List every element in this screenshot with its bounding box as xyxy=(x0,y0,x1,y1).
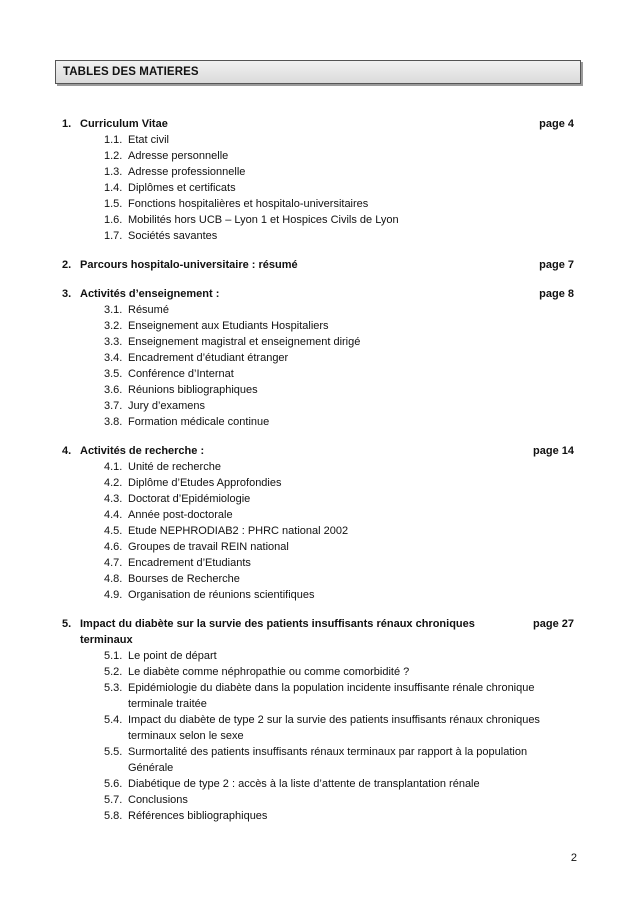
subitem-title: Groupes de travail REIN national xyxy=(128,541,289,553)
toc-subitem xyxy=(62,776,574,792)
subitem-number: 4.5. xyxy=(104,525,123,537)
section-number: 4. xyxy=(62,445,72,457)
subitem-title: Adresse personnelle xyxy=(128,150,229,162)
toc-subitem xyxy=(62,664,574,680)
subitem-title: Enseignement aux Etudiants Hospitaliers xyxy=(128,320,329,332)
table-of-contents xyxy=(62,116,574,824)
subitem-title: Diabétique de type 2 : accès à la liste d’attente de transplantation rénale xyxy=(128,778,480,790)
subitem-title: Conclusions xyxy=(128,794,188,806)
subitem-number: 5.6. xyxy=(104,778,123,790)
toc-subitem xyxy=(62,180,574,196)
subitem-title: Adresse professionnelle xyxy=(128,166,246,178)
subitem-title: Année post-doctorale xyxy=(128,509,233,521)
subitem-title: Diplôme d’Etudes Approfondies xyxy=(128,477,282,489)
section-page-ref: page 8 xyxy=(539,288,574,300)
subitem-number: 4.6. xyxy=(104,541,123,553)
subitem-number: 4.2. xyxy=(104,477,123,489)
subitem-title: Epidémiologie du diabète dans la population incidente insuffisante rénale chronique terminale traitée xyxy=(128,682,535,710)
toc-subitem xyxy=(62,744,574,776)
toc-section xyxy=(62,286,574,430)
toc-section xyxy=(62,616,574,824)
toc-subitem xyxy=(62,680,574,712)
toc-subitem xyxy=(62,334,574,350)
toc-subitem xyxy=(62,507,574,523)
subitem-title: Réunions bibliographiques xyxy=(128,384,258,396)
section-title: Parcours hospitalo-universitaire : résumé xyxy=(80,259,298,271)
toc-subitem xyxy=(62,366,574,382)
toc-subitem xyxy=(62,164,574,180)
subitem-title: Etude NEPHRODIAB2 : PHRC national 2002 xyxy=(128,525,349,537)
subitem-number: 1.1. xyxy=(104,134,123,146)
subitem-title: Jury d’examens xyxy=(128,400,206,412)
toc-subitem xyxy=(62,398,574,414)
subitem-title: Résumé xyxy=(128,304,169,316)
subitem-title: Conférence d’Internat xyxy=(128,368,234,380)
section-title: Activités de recherche : xyxy=(80,445,205,457)
toc-section-heading xyxy=(62,286,574,302)
toc-section xyxy=(62,443,574,603)
toc-subitem xyxy=(62,712,574,744)
page-number: 2 xyxy=(570,852,577,864)
toc-subitem xyxy=(62,523,574,539)
subitem-number: 3.1. xyxy=(104,304,123,316)
subitem-title: Le diabète comme néphropathie ou comme comorbidité ? xyxy=(128,666,410,678)
section-number: 3. xyxy=(62,288,72,300)
toc-subitem xyxy=(62,587,574,603)
toc-subitem xyxy=(62,555,574,571)
toc-subitem xyxy=(62,571,574,587)
subitem-title: Impact du diabète de type 2 sur la survie des patients insuffisants rénaux chroniques terminaux selon le sexe xyxy=(128,714,540,742)
section-page-ref: page 4 xyxy=(539,118,574,130)
subitem-number: 4.8. xyxy=(104,573,123,585)
subitem-title: Doctorat d’Epidémiologie xyxy=(128,493,251,505)
toc-subitem xyxy=(62,792,574,808)
subitem-number: 4.9. xyxy=(104,589,123,601)
toc-title-box xyxy=(55,60,581,84)
toc-subitem xyxy=(62,382,574,398)
subitem-number: 3.4. xyxy=(104,352,123,364)
subitem-number: 4.4. xyxy=(104,509,123,521)
subitem-number: 1.2. xyxy=(104,150,123,162)
toc-section-heading xyxy=(62,616,574,648)
subitem-number: 5.8. xyxy=(104,810,123,822)
section-number: 5. xyxy=(62,618,72,630)
toc-subitem xyxy=(62,302,574,318)
toc-subitem xyxy=(62,212,574,228)
subitem-number: 3.6. xyxy=(104,384,123,396)
toc-subitem xyxy=(62,196,574,212)
toc-subitem xyxy=(62,475,574,491)
subitem-number: 4.1. xyxy=(104,461,123,473)
toc-subitem xyxy=(62,539,574,555)
subitem-number: 4.3. xyxy=(104,493,123,505)
toc-subitem xyxy=(62,491,574,507)
toc-section-heading xyxy=(62,257,574,273)
subitem-title: Encadrement d’étudiant étranger xyxy=(128,352,289,364)
subitem-number: 3.5. xyxy=(104,368,123,380)
subitem-title: Fonctions hospitalières et hospitalo-universitaires xyxy=(128,198,369,210)
toc-subitem xyxy=(62,414,574,430)
section-page-ref: page 27 xyxy=(533,618,574,630)
subitem-number: 3.8. xyxy=(104,416,123,428)
subitem-number: 1.5. xyxy=(104,198,123,210)
section-title: Activités d’enseignement : xyxy=(80,288,220,300)
subitem-number: 5.1. xyxy=(104,650,123,662)
subitem-number: 5.2. xyxy=(104,666,123,678)
subitem-title: Bourses de Recherche xyxy=(128,573,240,585)
section-number: 1. xyxy=(62,118,72,130)
toc-subitem xyxy=(62,318,574,334)
toc-section-heading xyxy=(62,443,574,459)
subitem-title: Le point de départ xyxy=(128,650,217,662)
subitem-number: 5.3. xyxy=(104,682,123,694)
toc-subitem xyxy=(62,808,574,824)
subitem-title: Mobilités hors UCB – Lyon 1 et Hospices Civils de Lyon xyxy=(128,214,399,226)
toc-section xyxy=(62,116,574,244)
subitem-number: 5.5. xyxy=(104,746,123,758)
subitem-title: Diplômes et certificats xyxy=(128,182,236,194)
subitem-title: Etat civil xyxy=(128,134,169,146)
subitem-number: 3.2. xyxy=(104,320,123,332)
subitem-title: Enseignement magistral et enseignement dirigé xyxy=(128,336,361,348)
subitem-title: Sociétés savantes xyxy=(128,230,218,242)
toc-subitem xyxy=(62,148,574,164)
subitem-title: Encadrement d’Etudiants xyxy=(128,557,251,569)
subitem-title: Organisation de réunions scientifiques xyxy=(128,589,315,601)
subitem-title: Surmortalité des patients insuffisants rénaux terminaux par rapport à la population Générale xyxy=(128,746,528,774)
section-title: Impact du diabète sur la survie des patients insuffisants rénaux chroniques terminaux xyxy=(80,618,475,646)
section-number: 2. xyxy=(62,259,72,271)
toc-section-heading xyxy=(62,116,574,132)
toc-subitem xyxy=(62,459,574,475)
subitem-title: Références bibliographiques xyxy=(128,810,268,822)
subitem-title: Formation médicale continue xyxy=(128,416,270,428)
section-page-ref: page 14 xyxy=(533,445,574,457)
section-page-ref: page 7 xyxy=(539,259,574,271)
subitem-number: 3.3. xyxy=(104,336,123,348)
subitem-number: 4.7. xyxy=(104,557,123,569)
toc-subitem xyxy=(62,648,574,664)
subitem-number: 1.7. xyxy=(104,230,123,242)
subitem-number: 1.3. xyxy=(104,166,123,178)
toc-title: TABLES DES MATIERES xyxy=(63,66,199,78)
toc-subitem xyxy=(62,228,574,244)
subitem-number: 3.7. xyxy=(104,400,123,412)
subitem-number: 5.7. xyxy=(104,794,123,806)
section-title: Curriculum Vitae xyxy=(80,118,168,130)
toc-section xyxy=(62,257,574,273)
subitem-number: 1.6. xyxy=(104,214,123,226)
toc-subitem xyxy=(62,132,574,148)
subitem-number: 1.4. xyxy=(104,182,123,194)
subitem-number: 5.4. xyxy=(104,714,123,726)
toc-subitem xyxy=(62,350,574,366)
subitem-title: Unité de recherche xyxy=(128,461,221,473)
